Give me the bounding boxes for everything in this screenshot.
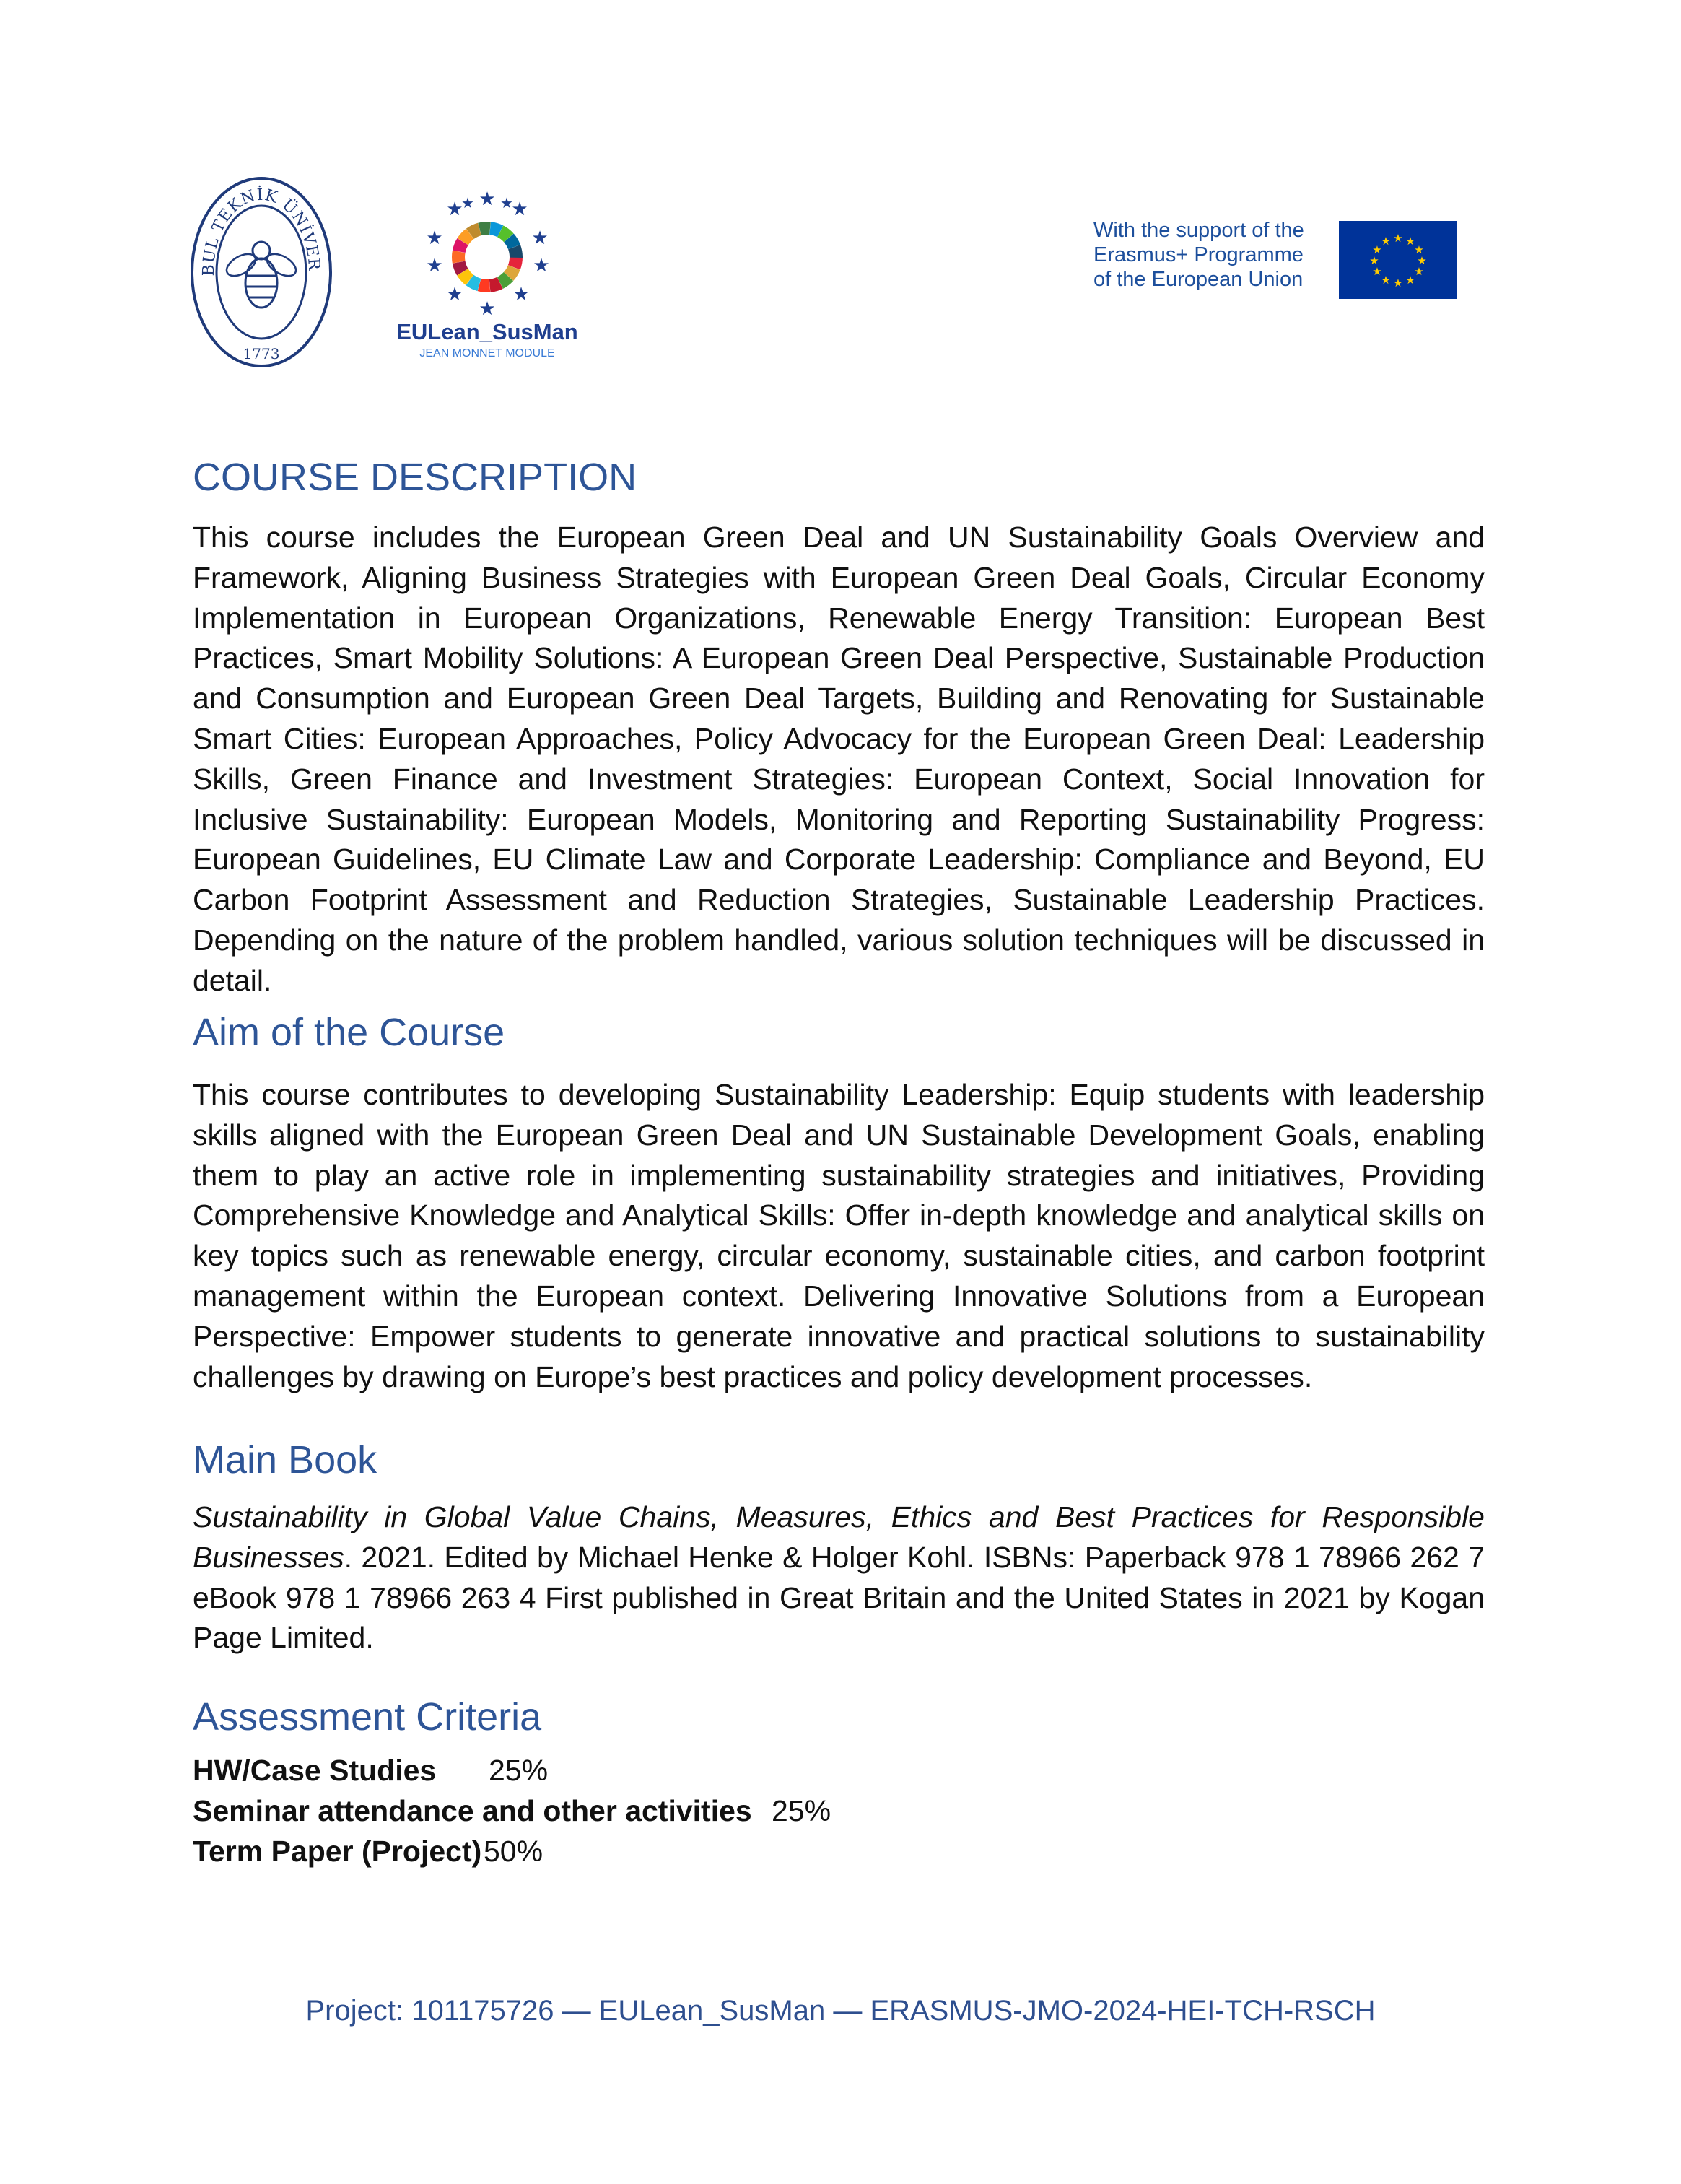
course-description-heading: COURSE DESCRIPTION (193, 456, 637, 499)
svg-text:★: ★ (1414, 266, 1424, 278)
assessment-item-value: 25% (489, 1754, 549, 1787)
module-logo-subtitle: JEAN MONNET MODULE (419, 347, 555, 360)
svg-text:★: ★ (511, 198, 528, 219)
svg-text:★: ★ (1372, 244, 1382, 256)
main-book-title: Sustainability in Global Value Chains, Measures, Ethics and Best Practices for Responsible Businesses (193, 1500, 1485, 1574)
eu-support-text (1093, 218, 1332, 292)
svg-text:★: ★ (531, 227, 549, 248)
aim-heading: Aim of the Course (193, 1011, 505, 1054)
svg-text:★: ★ (1405, 235, 1415, 248)
assessment-item (193, 1791, 831, 1831)
svg-text:★: ★ (1393, 232, 1403, 245)
assessment-item (193, 1750, 549, 1791)
assessment-item-label: HW/Case Studies (193, 1754, 437, 1787)
main-book-details: . 2021. Edited by Michael Henke & Holger Kohl. ISBNs: Paperback 978 1 78966 262 7 eBook 978 1 78966 263 4 First published in Great Britain and the United States in 2021 by Kogan Page Limited. (193, 1540, 1485, 1655)
svg-text:★: ★ (479, 188, 496, 209)
svg-text:★: ★ (426, 227, 443, 248)
assessment-item (193, 1831, 543, 1871)
module-logo-name: EULean_SusMan (396, 319, 578, 344)
svg-text:★: ★ (1381, 235, 1391, 248)
assessment-item-label: Term Paper (Project) (193, 1835, 482, 1868)
svg-text:İSTANBUL TEKNİK ÜNİVERSİTESİ: BUL TEKNİK ÜNİVER (199, 186, 323, 277)
svg-text:★: ★ (461, 196, 474, 212)
assessment-item-value: 50% (484, 1835, 543, 1868)
page-footer: Project: 101175726 — EULean_SusMan — ERASMUS-JMO-2024-HEI-TCH-RSCH (305, 1995, 1376, 2027)
svg-text:★: ★ (1372, 266, 1382, 278)
eu-support-line-1: With the support of the (1093, 219, 1304, 242)
sdg-wheel-stars-icon (419, 186, 556, 316)
svg-text:★: ★ (500, 196, 513, 212)
svg-text:★: ★ (1417, 255, 1427, 267)
svg-text:★: ★ (446, 198, 463, 219)
svg-text:★: ★ (1405, 274, 1415, 287)
main-book-heading: Main Book (193, 1438, 377, 1482)
aim-text: This course contributes to developing Sustainability Leadership: Equip students with leadership skills aligned with the European Green Deal and UN Sustainable Development Goals, enabling them to play an active role in implementing sustainability strategies and initiatives, Providing Comprehensive Knowledge and Analytical Skills: Offer in-depth knowledge and analytical skills on key topics such as renewable energy, circular economy, sustainable cities, and carbon footprint management within the European context. Delivering Innovative Solutions from a European Perspective: Empower students to generate innovative and practical solutions to sustainability challenges by drawing on Europe’s best practices and policy development processes. (193, 1078, 1485, 1393)
main-book-text (193, 1497, 1485, 1658)
svg-text:★: ★ (1414, 244, 1424, 256)
university-seal-icon (189, 175, 333, 370)
svg-text:★: ★ (1381, 274, 1391, 287)
module-logo (419, 186, 556, 316)
svg-text:★: ★ (479, 297, 496, 316)
svg-text:★: ★ (446, 283, 463, 305)
university-logo (189, 175, 333, 370)
svg-text:★: ★ (1369, 255, 1379, 267)
course-description-text: This course includes the European Green Deal and UN Sustainability Goals Overview and Framework, Aligning Business Strategies with European Green Deal Goals, Circular Economy Implementation in European Organizations, Renewable Energy Transition: European Best Practices, Smart Mobility Solutions: A European Green Deal Perspective, Sustainable Production and Consumption and European Green Deal Targets, Building and Renovating for Sustainable Smart Cities: European Approaches, Policy Advocacy for the European Green Deal: Leadership Skills, Green Finance and Investment Strategies: European Context, Social Innovation for Inclusive Sustainability: European Models, Monitoring and Reporting Sustainability Progress: European Guidelines, EU Climate Law and Corporate Leadership: Compliance and Beyond, EU Carbon Footprint Assessment and Reduction Strategies, Sustainable Leadership Practices. Depending on the nature of the problem handled, various solution techniques will be discussed in detail. (193, 521, 1485, 997)
svg-text:★: ★ (533, 254, 550, 276)
assessment-item-label: Seminar attendance and other activities (193, 1794, 752, 1827)
assessment-item-value: 25% (772, 1794, 831, 1827)
eu-support-line-3: of the European Union (1093, 268, 1304, 291)
eu-support-line-2: Erasmus+ Programme (1093, 243, 1304, 266)
svg-text:1773: 1773 (243, 345, 280, 362)
eu-flag-icon (1339, 221, 1457, 299)
svg-text:★: ★ (512, 283, 530, 305)
assessment-heading: Assessment Criteria (193, 1695, 542, 1739)
svg-text:★: ★ (426, 254, 443, 276)
svg-text:★: ★ (1393, 277, 1403, 290)
